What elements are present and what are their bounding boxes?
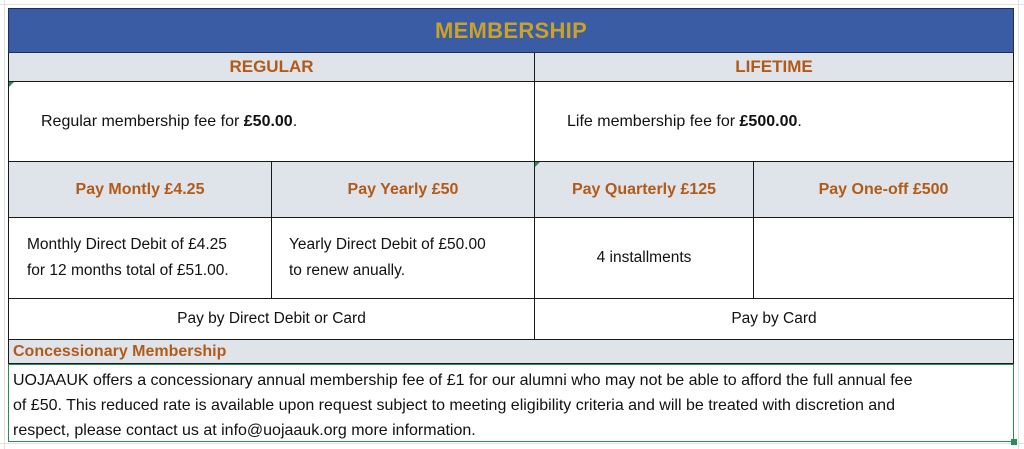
pay-yearly-heading-cell[interactable] xyxy=(271,162,535,218)
lifetime-description xyxy=(535,113,802,131)
lifetime-heading: LIFETIME xyxy=(735,57,813,76)
regular-payment-method: Pay by Direct Debit or Card xyxy=(177,310,366,327)
regular-heading-cell[interactable] xyxy=(8,53,535,82)
pay-monthly-details xyxy=(27,232,229,284)
regular-fee: £50.00 xyxy=(243,112,293,130)
pay-quarterly-details: 4 installments xyxy=(596,249,692,266)
regular-heading: REGULAR xyxy=(229,57,314,76)
pay-oneoff-heading-cell[interactable] xyxy=(753,162,1014,218)
pay-monthly-details-line: Monthly Direct Debit of £4.25 xyxy=(27,236,227,253)
comment-indicator-icon xyxy=(9,82,14,87)
pay-quarterly-heading-cell[interactable] xyxy=(534,162,754,218)
regular-description-text: Regular membership fee for xyxy=(41,112,244,130)
regular-description xyxy=(9,113,297,131)
pay-monthly-details-cell[interactable] xyxy=(8,218,272,299)
pay-oneoff-heading: Pay One-off £500 xyxy=(818,180,949,198)
lifetime-description-cell[interactable] xyxy=(534,82,1014,162)
pay-oneoff-details-cell[interactable] xyxy=(753,218,1014,299)
pay-yearly-heading: Pay Yearly £50 xyxy=(347,180,459,198)
concessionary-body-line: UOJAAUK offers a concessionary annual membership fee of £1 for our alumni who may not be able to afford the full annual fee xyxy=(13,372,913,389)
concessionary-heading: Concessionary Membership xyxy=(13,342,227,360)
comment-indicator-icon xyxy=(535,162,540,167)
pay-quarterly-details-cell[interactable] xyxy=(534,218,754,299)
pay-yearly-details-cell[interactable] xyxy=(271,218,535,299)
sheet-gridline xyxy=(0,443,1024,444)
sheet-gridline xyxy=(0,4,1024,5)
membership-title: MEMBERSHIP xyxy=(434,17,588,43)
concessionary-heading-cell[interactable] xyxy=(8,340,1014,364)
membership-title-cell[interactable] xyxy=(8,8,1014,53)
lifetime-description-suffix: . xyxy=(797,112,802,130)
concessionary-body-line: respect, please contact us at info@uojaauk.org more information. xyxy=(13,422,476,439)
concessionary-body-cell[interactable] xyxy=(8,364,1014,442)
lifetime-fee: £500.00 xyxy=(739,112,798,130)
sheet-gridline xyxy=(1018,0,1019,449)
pay-yearly-details xyxy=(289,232,486,284)
pay-monthly-heading: Pay Montly £4.25 xyxy=(75,180,205,198)
pay-yearly-details-line: to renew anually. xyxy=(289,262,406,279)
lifetime-description-text: Life membership fee for xyxy=(567,112,740,130)
pay-yearly-details-line: Yearly Direct Debit of £50.00 xyxy=(289,236,486,253)
regular-description-cell[interactable] xyxy=(8,82,535,162)
lifetime-payment-method: Pay by Card xyxy=(731,310,817,327)
regular-description-suffix: . xyxy=(292,112,298,130)
selection-fill-handle[interactable] xyxy=(1011,439,1017,445)
sheet-gridline xyxy=(4,0,5,449)
regular-payment-method-cell[interactable] xyxy=(8,299,535,340)
lifetime-payment-method-cell[interactable] xyxy=(534,299,1014,340)
pay-quarterly-heading: Pay Quarterly £125 xyxy=(571,180,717,198)
concessionary-body xyxy=(13,368,912,443)
lifetime-heading-cell[interactable] xyxy=(534,53,1014,82)
pay-monthly-details-line: for 12 months total of £51.00. xyxy=(27,262,229,279)
pay-monthly-heading-cell[interactable] xyxy=(8,162,272,218)
concessionary-body-line: of £50. This reduced rate is available upon request subject to meeting eligibility criteria and will be treated with discretion and xyxy=(13,397,895,414)
